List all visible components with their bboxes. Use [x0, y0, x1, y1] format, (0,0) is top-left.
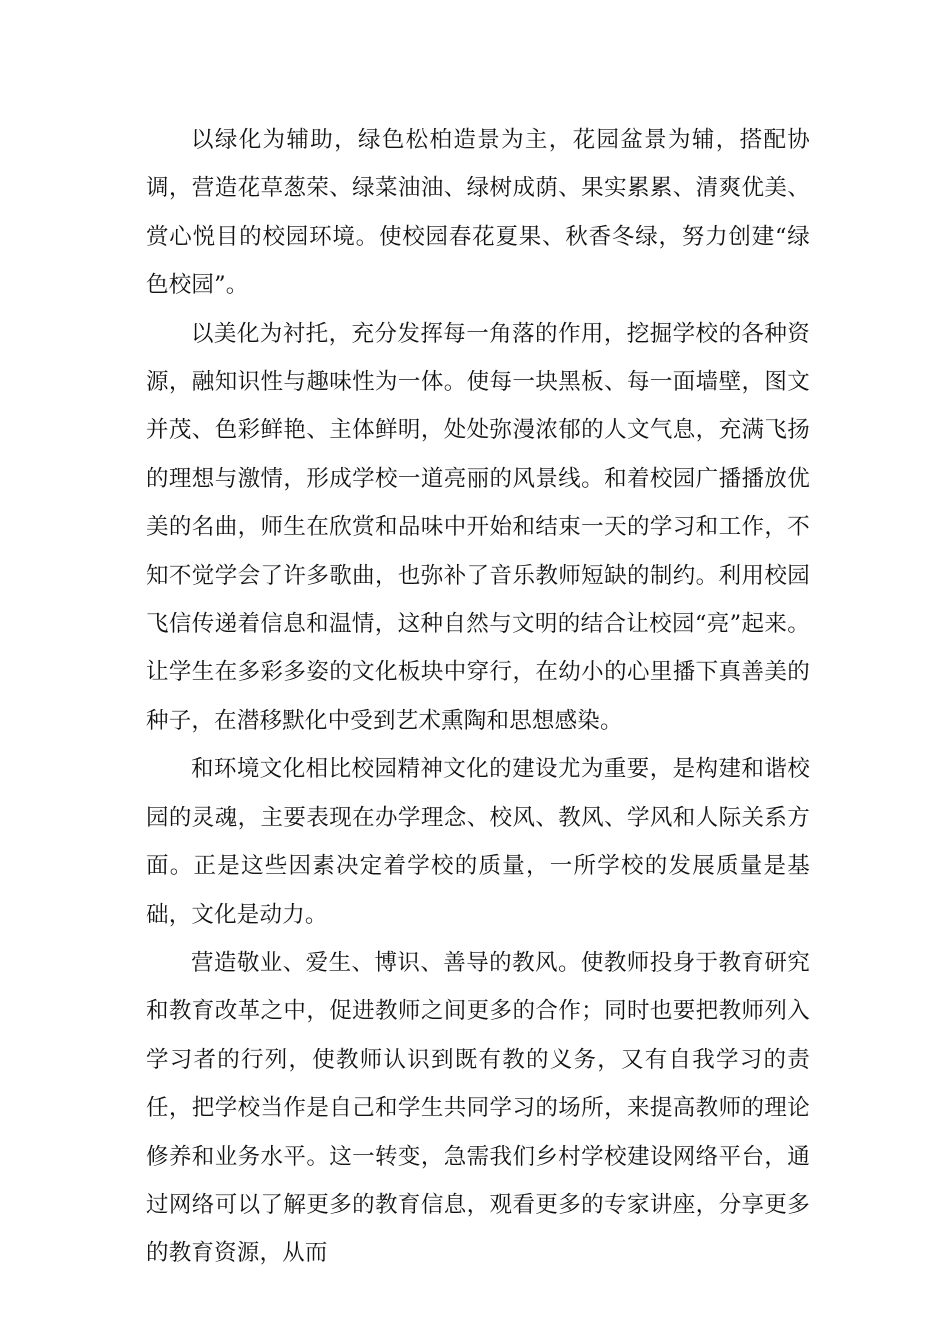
paragraph-greening: 以绿化为辅助，绿色松柏造景为主，花园盆景为辅，搭配协调，营造花草葱荣、绿菜油油、绿树成荫、果实累累、清爽优美、赏心悦目的校园环境。使校园春花夏果、秋香冬绿，努力创建“绿色校园”。	[146, 127, 810, 299]
paragraph-beautification: 以美化为衬托，充分发挥每一角落的作用，挖掘学校的各种资源，融知识性与趣味性为一体。使每一块黑板、每一面墙壁，图文并茂、色彩鲜艳、主体鲜明，处处弥漫浓郁的人文气息，充满飞扬的理想与激情，形成学校一道亮丽的风景线。和着校园广播播放优美的名曲，师生在欣赏和品味中开始和结束一天的学习和工作，不知不觉学会了许多歌曲，也弥补了音乐教师短缺的制约。利用校园飞信传递着信息和温情，这种自然与文明的结合让校园“亮”起来。让学生在多彩多姿的文化板块中穿行，在幼小的心里播下真善美的种子，在潜移默化中受到艺术熏陶和思想感染。	[146, 320, 810, 734]
paragraph-teaching-style: 营造敬业、爱生、博识、善导的教风。使教师投身于教育研究和教育改革之中，促进教师之间更多的合作；同时也要把教师列入学习者的行列，使教师认识到既有教的义务，又有自我学习的责任，把学校当作是自己和学生共同学习的场所，来提高教师的理论修养和业务水平。这一转变，急需我们乡村学校建设网络平台，通过网络可以了解更多的教育信息，观看更多的专家讲座，分享更多的教育资源，从而	[146, 949, 810, 1267]
paragraph-spiritual-culture: 和环境文化相比校园精神文化的建设尤为重要，是构建和谐校园的灵魂，主要表现在办学理念、校风、教风、学风和人际关系方面。正是这些因素决定着学校的质量，一所学校的发展质量是基础，文化是动力。	[146, 756, 810, 928]
